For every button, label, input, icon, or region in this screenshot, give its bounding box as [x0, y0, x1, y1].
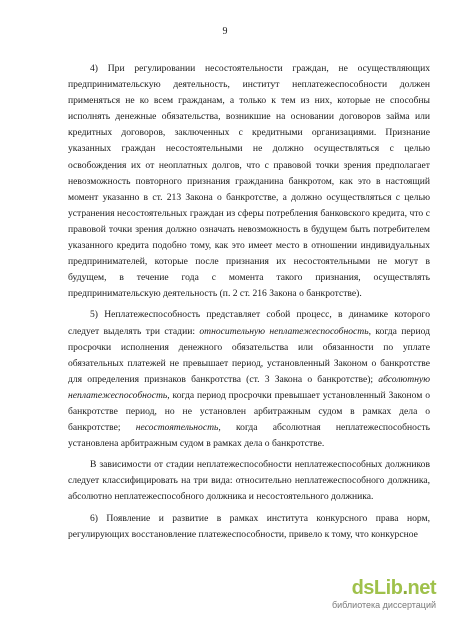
italic-term: несостоятельность	[135, 422, 219, 434]
document-body	[68, 61, 430, 543]
watermark-caption: библиотека диссертаций	[331, 600, 436, 610]
paragraph	[68, 511, 430, 543]
watermark	[306, 576, 436, 618]
text-segment: В зависимости от стадии неплатежеспособности неплатежеспособных должников следует классифицировать на три вида: относительно неплатежеспособного должника, абсолютно неплатежеспособного должника и несостоятельного должника.	[68, 459, 430, 503]
watermark-logo	[352, 576, 436, 600]
italic-term: абсолютную неплатежеспособность	[68, 373, 430, 401]
paragraph	[68, 457, 430, 505]
text-segment: , когда абсолютная неплатежеспособность установлена арбитражным судом в рамках дела о банкротстве.	[68, 422, 430, 450]
watermark-logo-dot: .	[402, 577, 408, 599]
text-segment: , когда период просрочки исполнения денежного обязательства или обязанности по уплате обязательных платежей не превышает период, установленный Законом о банкротстве для определения признаков банкротства (ст. 3 Закона о банкротстве);	[68, 325, 430, 385]
paragraph	[68, 307, 430, 452]
text-segment: , когда период просрочки превышает установленный Законом о банкротстве период, но не установлен арбитражным судом в рамках дела о банкротстве;	[68, 389, 430, 434]
watermark-logo-tld: net	[407, 577, 436, 599]
watermark-logo-main: dsLib	[351, 577, 403, 599]
text-segment: 5) Неплатежеспособность представляет собой процесс, в динамике которого следует выделять три стадии:	[68, 309, 430, 337]
text-segment: 6) Появление и развитие в рамках института конкурсного права норм, регулирующих восстановление платежеспособности, привело к тому, что конкурсное	[68, 512, 430, 540]
text-segment: 4) При регулировании несостоятельности граждан, не осуществляющих предпринимательскую деятельность, институт неплатежеспособности должен применяться не ко всем гражданам, а только к тем из них, которые не способны исполнять денежные обязательства, возникшие на основании договоров займа или кредитных договоров, заключенных с кредитными организациями. Признание указанных граждан несостоятельными не должно осуществляться с целью освобождения их от неоплатных долгов, что с правовой точки зрения предполагает невозможность повторного признания гражданина банкротом, как это в настоящий момент указанно в ст. 213 Закона о банкротстве, а должно осуществляться с целью устранения несостоятельных граждан из сферы потребления банковского кредита, что с правовой точки зрения должно означать невозможность в будущем быть потребителем указанного кредита подобно тому, как это имеет место в отношении индивидуальных предпринимателей, которые после признания их несостоятельными не могут в будущем, в течение года с момента такого признания, осуществлять предпринимательскую деятельность (п. 2 ст. 216 Закона о банкротстве).	[68, 63, 430, 300]
page-number: 9	[222, 26, 228, 37]
italic-term: относительную неплатежеспособность	[199, 325, 369, 337]
paragraph	[68, 61, 430, 302]
